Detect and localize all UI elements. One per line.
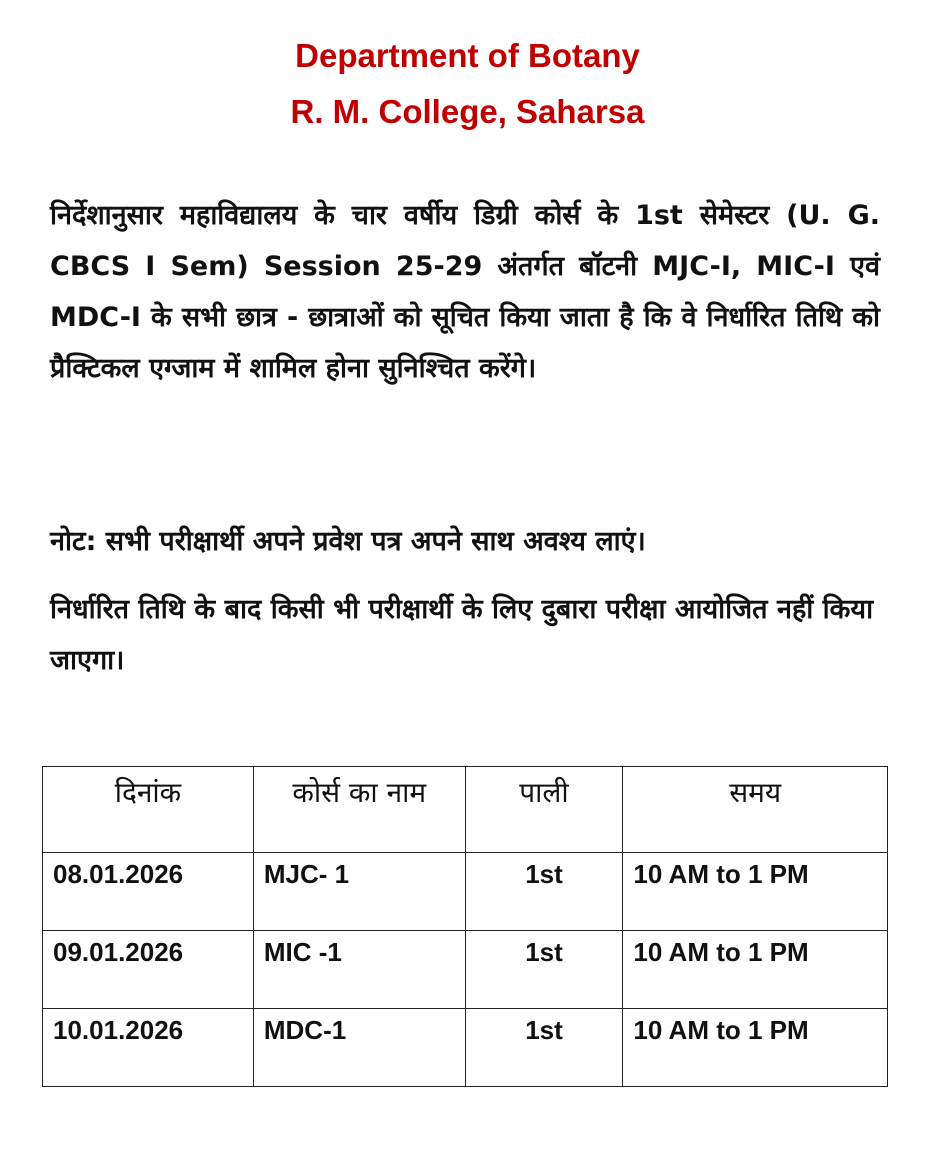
table-row [43, 853, 888, 931]
notice-body: निर्देशानुसार महाविद्यालय के चार वर्षीय डिग्री कोर्स के 1st सेमेस्टर (U. G. CBCS I Sem) Session 25-29 अंतर्गत बॉटनी MJC-I, MIC-I एवं MDC-I के सभी छात्र - छात्राओं को सूचित किया जाता है कि वे निर्धारित तिथि को प्रैक्टिकल एग्जाम में शामिल होना सुनिश्चित करेंगे। [50, 200, 880, 384]
row-time: 10 AM to 1 PM [623, 931, 888, 1009]
department-title: Department of Botany [295, 37, 640, 74]
row-date: 08.01.2026 [43, 853, 254, 931]
row-course: MDC-1 [253, 1009, 465, 1087]
college-title: R. M. College, Saharsa [290, 93, 645, 130]
row-time: 10 AM to 1 PM [623, 853, 888, 931]
table-header-row [43, 767, 888, 853]
row-date: 10.01.2026 [43, 1009, 254, 1087]
table-row [43, 1009, 888, 1087]
header-course-name: कोर्स का नाम [253, 767, 465, 853]
table-row [43, 931, 888, 1009]
row-shift: 1st [465, 931, 623, 1009]
row-course: MIC -1 [253, 931, 465, 1009]
exam-schedule-table [42, 766, 888, 1087]
page-header [0, 28, 935, 140]
header-shift: पाली [465, 767, 623, 853]
header-date: दिनांक [43, 767, 254, 853]
row-shift: 1st [465, 1009, 623, 1087]
header-time: समय [623, 767, 888, 853]
row-course: MJC- 1 [253, 853, 465, 931]
no-reexam-note: निर्धारित तिथि के बाद किसी भी परीक्षार्थी के लिए दुबारा परीक्षा आयोजित नहीं किया जाएगा। [50, 594, 874, 676]
row-time: 10 AM to 1 PM [623, 1009, 888, 1087]
row-date: 09.01.2026 [43, 931, 254, 1009]
row-shift: 1st [465, 853, 623, 931]
admit-card-note: नोट: सभी परीक्षार्थी अपने प्रवेश पत्र अपने साथ अवश्य लाएं। [50, 526, 646, 557]
